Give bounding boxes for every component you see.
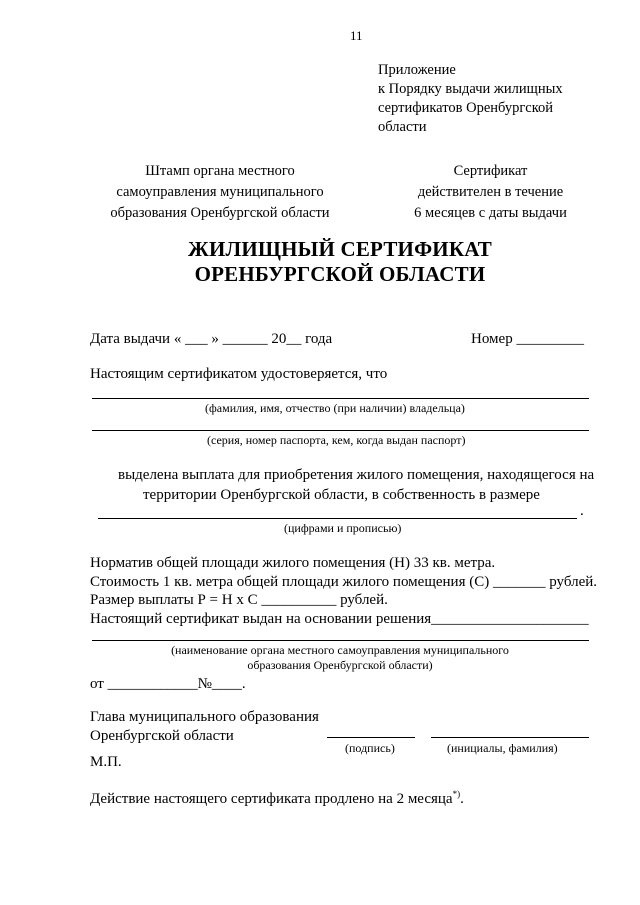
stamp-block <box>90 161 350 224</box>
decision-date-number: от ____________№____. <box>90 676 246 692</box>
signature-line <box>327 737 415 738</box>
appendix-line: области <box>378 119 427 135</box>
payment-size-text: Размер выплаты Р = Н х С __________ рублей. <box>90 592 388 608</box>
basis-text: Настоящий сертификат выдан на основании решения_____________________ <box>90 611 589 627</box>
validity-line: 6 месяцев с даты выдачи <box>414 205 567 221</box>
appendix-note <box>378 61 563 137</box>
amount-period: . <box>580 503 584 519</box>
appendix-line: к Порядку выдачи жилищных <box>378 81 563 97</box>
initials-line <box>431 737 589 738</box>
validity-block <box>388 161 593 224</box>
authority-caption-line-2: образования Оренбургской области) <box>247 658 433 672</box>
title-line-2: ОРЕНБУРГСКОЙ ОБЛАСТИ <box>194 262 486 286</box>
initials-caption: (инициалы, фамилия) <box>447 741 558 755</box>
extension-text <box>90 789 464 808</box>
extension-body: Действие настоящего сертификата продлено на 2 месяца <box>90 791 453 807</box>
owner-caption: (фамилия, имя, отчество (при наличии) владельца) <box>205 401 465 415</box>
amount-line <box>98 518 577 519</box>
authority-line <box>92 640 589 641</box>
authority-caption-line-1: (наименование органа местного самоуправления муниципального <box>171 643 509 657</box>
validity-line: Сертификат <box>453 163 528 179</box>
payment-text-line-2: территории Оренбургской области, в собственность в размере <box>143 487 540 503</box>
stamp-line: самоуправления муниципального <box>116 184 324 200</box>
seal-mark: М.П. <box>90 754 122 770</box>
validity-line: действителен в течение <box>417 184 564 200</box>
page-number: 11 <box>350 28 363 43</box>
amount-caption: (цифрами и прописью) <box>284 521 402 535</box>
head-title-line-1: Глава муниципального образования <box>90 709 319 725</box>
authority-caption <box>120 643 560 673</box>
payment-text-line-1: выделена выплата для приобретения жилого помещения, находящегося на <box>118 467 595 483</box>
signature-caption: (подпись) <box>345 741 395 755</box>
passport-line <box>92 430 589 431</box>
head-title <box>90 708 319 746</box>
passport-caption: (серия, номер паспорта, кем, когда выдан паспорт) <box>207 433 466 447</box>
norm-text: Норматив общей площади жилого помещения (Н) 33 кв. метра. <box>90 555 496 571</box>
cost-text: Стоимость 1 кв. метра общей площади жилого помещения (С) _______ рублей. <box>90 574 598 590</box>
issue-date-field: Дата выдачи « ___ » ______ 20__ года <box>90 331 333 347</box>
certificate-number-field: Номер _________ <box>471 331 584 347</box>
extension-period: . <box>460 791 464 807</box>
document-title <box>90 237 590 287</box>
stamp-line: Штамп органа местного <box>145 163 295 179</box>
footnote-marker: *) <box>452 789 461 799</box>
head-title-line-2: Оренбургской области <box>90 728 234 744</box>
appendix-line: Приложение <box>378 62 456 78</box>
appendix-line: сертификатов Оренбургской <box>378 100 554 116</box>
stamp-line: образования Оренбургской области <box>110 205 330 221</box>
title-line-1: ЖИЛИЩНЫЙ СЕРТИФИКАТ <box>187 237 492 261</box>
certify-text: Настоящим сертификатом удостоверяется, что <box>90 366 388 382</box>
owner-name-line <box>92 398 589 399</box>
